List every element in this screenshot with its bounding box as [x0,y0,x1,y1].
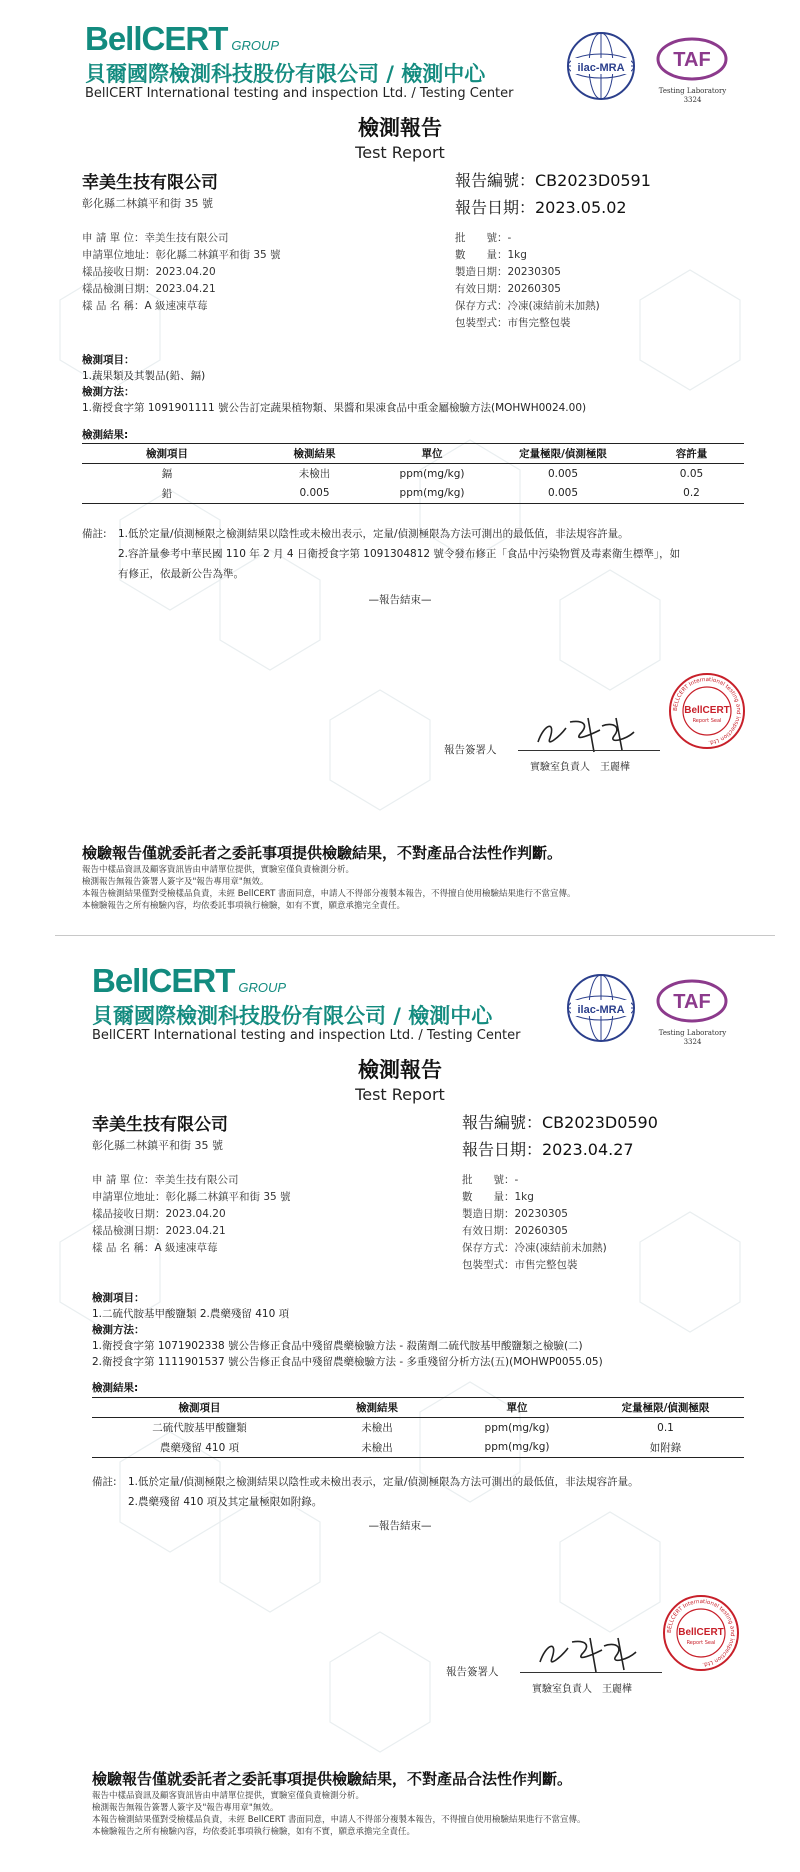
applicant-address: 申請單位地址：彰化縣二林鎮平和街 35 號 [92,1191,291,1203]
test-method: 1.衛授食字第 1091901111 號公告訂定蔬果植物類、果醬和果凍食品中重金屬檢驗方法(MOHWH0024.00) [82,402,587,414]
cell-unit: ppm(mg/kg) [447,1438,587,1458]
signer-label: 報告簽署人 [444,744,497,756]
cell-result: 未檢出 [361,1422,393,1435]
ilac-label: ilac-MRA [577,1004,625,1016]
test-report-2 [0,942,800,1872]
method-heading: 檢測方法： [82,386,135,398]
client-address: 彰化縣二林鎮平和街 35 號 [92,1139,223,1152]
cell-tolerance: 0.2 [639,484,744,504]
quantity: 數 量：1kg [462,1191,534,1203]
seal-subtext: Report Seal [686,1640,716,1646]
header-limit: 定量極限/偵測極限 [487,444,639,464]
client-name: 幸美生技有限公司 [92,1115,228,1135]
svg-text:BELLCERT International testing: BELLCERT International testing and inspection Ltd. [672,676,742,745]
signature-line [518,750,660,751]
items-heading: 檢測項目： [82,354,135,366]
header-tolerance: 容許量 [639,444,744,464]
cell-limit: 0.005 [487,484,639,504]
applicant: 申 請 單 位：幸美生技有限公司 [92,1174,239,1186]
tested-date: 樣品檢測日期：2023.04.21 [92,1225,226,1237]
header-unit: 單位 [447,1398,587,1418]
report-separator [55,935,775,936]
expiry-date: 有效日期：20260305 [455,283,561,295]
taf-caption: Testing Laboratory 3324 [658,1029,727,1046]
table-header-row [92,1398,744,1418]
applicant: 申 請 單 位：幸美生技有限公司 [82,232,229,244]
report-end-mark: —報告結束— [368,1520,432,1532]
results-table [92,1397,744,1458]
cell-result: 0.005 [252,484,377,504]
manufacture-date: 製造日期：20230305 [455,266,561,278]
cell-result: 未檢出 [307,1438,447,1458]
manufacture-date: 製造日期：20230305 [462,1208,568,1220]
seal-subtext: Report Seal [692,718,722,724]
svg-text:BELLCERT International testing: BELLCERT International testing and inspection Ltd. [666,1598,736,1667]
brand-logo [92,962,286,1000]
cell-item: 農藥殘留 410 項 [92,1438,307,1458]
report-title-zh: 檢測報告 [358,116,442,140]
client-name: 幸美生技有限公司 [82,173,218,193]
report-date: 報告日期：2023.04.27 [462,1140,634,1159]
report-title-en: Test Report [355,143,445,162]
sample-name: 樣 品 名 稱：A 級速凍草莓 [82,300,208,312]
cell-tolerance: 0.05 [679,467,704,480]
sample-info-left [82,230,281,315]
signer-role: 實驗室負責人 王麗樺 [530,762,630,773]
storage-method: 保存方式：冷凍(凍結前未加熱) [455,300,600,312]
items-heading: 檢測項目： [92,1292,145,1304]
report-number: 報告編號：CB2023D0591 [455,171,651,190]
ilac-mra-logo [565,972,637,1044]
brand-name: BellCERT [85,20,228,57]
company-name-en: BellCERT International testing and inspection Ltd. / Testing Center [85,86,514,101]
taf-number: 3324 [683,96,702,104]
table-row [92,1438,744,1458]
taf-caption: Testing Laboratory 3324 [658,87,727,104]
report-title-zh: 檢測報告 [358,1058,442,1082]
signer-role: 實驗室負責人 王麗樺 [532,1684,632,1695]
sample-name: 樣 品 名 稱：A 級速凍草莓 [92,1242,218,1254]
method-heading: 檢測方法： [92,1324,145,1336]
brand-group: GROUP [238,980,287,995]
disclaimer-line: 檢測報告無報告簽署人簽字及"報告專用章"無效。 [92,1803,279,1813]
remark-line: 有修正，依最新公告為準。 [118,568,244,580]
taf-label: TAF [673,49,711,71]
disclaimer-notes [82,864,575,912]
quantity: 數 量：1kg [455,249,527,261]
disclaimer-line: 報告中樣品資訊及顧客資訊皆由申請單位提供，實驗室僅負責檢測分析。 [82,865,355,875]
company-name-zh: 貝爾國際檢測科技股份有限公司 / 檢測中心 [92,1004,493,1028]
disclaimer-main: 檢驗報告僅就委託者之委託事項提供檢驗結果，不對產品合法性作判斷。 [92,1770,573,1788]
report-number: 報告編號：CB2023D0590 [462,1113,658,1132]
received-date: 樣品接收日期：2023.04.20 [82,266,216,278]
report-date: 報告日期：2023.05.02 [455,198,627,217]
sample-info-left [92,1172,291,1257]
disclaimer-line: 本報告檢測結果僅對受檢樣品負責，未經 BellCERT 書面同意，申請人不得部分複製本報告，不得擅自使用檢驗結果進行不當宣傳。 [82,889,576,899]
table-header-row [82,444,744,464]
results-table [82,443,744,504]
test-item: 1.二硫代胺基甲酸鹽類 2.農藥殘留 410 項 [92,1308,290,1320]
sample-info-right [462,1172,607,1274]
disclaimer-line: 報告中樣品資訊及顧客資訊皆由申請單位提供，實驗室僅負責檢測分析。 [92,1791,365,1801]
applicant-address: 申請單位地址：彰化縣二林鎮平和街 35 號 [82,249,281,261]
remark-label: 備註: [82,528,107,540]
seal-text: BellCERT [684,705,730,716]
expiry-date: 有效日期：20260305 [462,1225,568,1237]
tested-date: 樣品檢測日期：2023.04.21 [82,283,216,295]
company-name-en: BellCERT International testing and inspection Ltd. / Testing Center [92,1028,521,1043]
brand-name: BellCERT [92,962,235,999]
taf-number: 3324 [683,1038,702,1046]
table-row [82,464,744,484]
cell-unit: ppm(mg/kg) [399,467,465,480]
taf-logo [655,975,730,1035]
disclaimer-line: 檢測報告無報告簽署人簽字及"報告專用章"無效。 [82,877,269,887]
header-limit: 定量極限/偵測極限 [587,1398,744,1418]
sample-info-right [455,230,600,332]
header-item: 檢測項目 [92,1398,307,1418]
test-items-methods [82,352,586,416]
cell-unit: ppm(mg/kg) [377,484,487,504]
test-report-1 [0,0,800,930]
company-name-zh: 貝爾國際檢測科技股份有限公司 / 檢測中心 [85,62,486,86]
table-row [82,484,744,504]
storage-method: 保存方式：冷凍(凍結前未加熱) [462,1242,607,1254]
remark-line: 1.低於定量/偵測極限之檢測結果以陰性或未檢出表示，定量/偵測極限為方法可測出的最低值，非法規容許量。 [128,1476,639,1488]
packaging-type: 包裝型式：市售完整包裝 [455,317,571,329]
cell-limit: 如附錄 [587,1438,744,1458]
batch-number: 批 號：- [462,1174,519,1186]
test-method: 2.衛授食字第 1111901537 號公告修正食品中殘留農藥檢驗方法 - 多重殘留分析方法(五)(MOHWP0055.05) [92,1356,603,1368]
cell-item: 鉛 [82,484,252,504]
remarks [82,524,762,584]
disclaimer-notes [92,1790,585,1838]
cell-result: 未檢出 [298,468,331,481]
ilac-mra-logo [565,30,637,102]
results-heading: 檢測結果: [92,1382,139,1394]
brand-logo [85,20,279,58]
report-end-mark: —報告結束— [368,594,432,606]
remark-line: 1.低於定量/偵測極限之檢測結果以陰性或未檢出表示，定量/偵測極限為方法可測出的最低值，非法規容許量。 [118,528,629,540]
taf-label: TAF [673,991,711,1013]
packaging-type: 包裝型式：市售完整包裝 [462,1259,578,1271]
cell-limit: 0.1 [657,1421,674,1434]
header-unit: 單位 [377,444,487,464]
cell-unit: ppm(mg/kg) [484,1421,550,1434]
signature-line [520,1672,662,1673]
received-date: 樣品接收日期：2023.04.20 [92,1208,226,1220]
test-method: 1.衛授食字第 1071902338 號公告修正食品中殘留農藥檢驗方法 - 殺菌劑二硫代胺基甲酸鹽類之檢驗(二) [92,1340,583,1352]
disclaimer-line: 本檢驗報告之所有檢驗內容，均依委託事項執行檢驗，如有不實，願意承擔完全責任。 [82,901,406,911]
report-seal [668,672,746,750]
header-result: 檢測結果 [252,444,377,464]
batch-number: 批 號：- [455,232,512,244]
taf-logo [655,33,730,93]
remarks [92,1472,772,1512]
disclaimer-line: 本報告檢測結果僅對受檢樣品負責，未經 BellCERT 書面同意，申請人不得部分複製本報告，不得擅自使用檢驗結果進行不當宣傳。 [92,1815,586,1825]
test-items-methods [92,1290,603,1370]
results-heading: 檢測結果: [82,429,129,441]
header-item: 檢測項目 [82,444,252,464]
client-address: 彰化縣二林鎮平和街 35 號 [82,197,213,210]
report-seal [662,1594,740,1672]
report-title-en: Test Report [355,1085,445,1104]
test-item: 1.蔬果類及其製品(鉛、鎘) [82,370,206,382]
cell-item: 二硫代胺基甲酸鹽類 [152,1422,247,1435]
disclaimer-line: 本檢驗報告之所有檢驗內容，均依委託事項執行檢驗，如有不實，願意承擔完全責任。 [92,1827,416,1837]
header-result: 檢測結果 [307,1398,447,1418]
disclaimer-main: 檢驗報告僅就委託者之委託事項提供檢驗結果，不對產品合法性作判斷。 [82,844,563,862]
brand-group: GROUP [231,38,280,53]
seal-text: BellCERT [678,1627,724,1638]
remark-line: 2.容許量參考中華民國 110 年 2 月 4 日衛授食字第 1091304812 號令發布修正「食品中污染物質及毒素衛生標準」，如 [118,548,681,560]
signature [530,712,640,760]
remark-line: 2.農藥殘留 410 項及其定量極限如附錄。 [128,1496,323,1508]
ilac-label: ilac-MRA [577,62,625,74]
remark-label: 備註: [92,1476,117,1488]
cell-limit: 0.005 [547,467,579,480]
signer-label: 報告簽署人 [446,1666,499,1678]
table-row [92,1418,744,1438]
cell-item: 鎘 [161,468,173,481]
